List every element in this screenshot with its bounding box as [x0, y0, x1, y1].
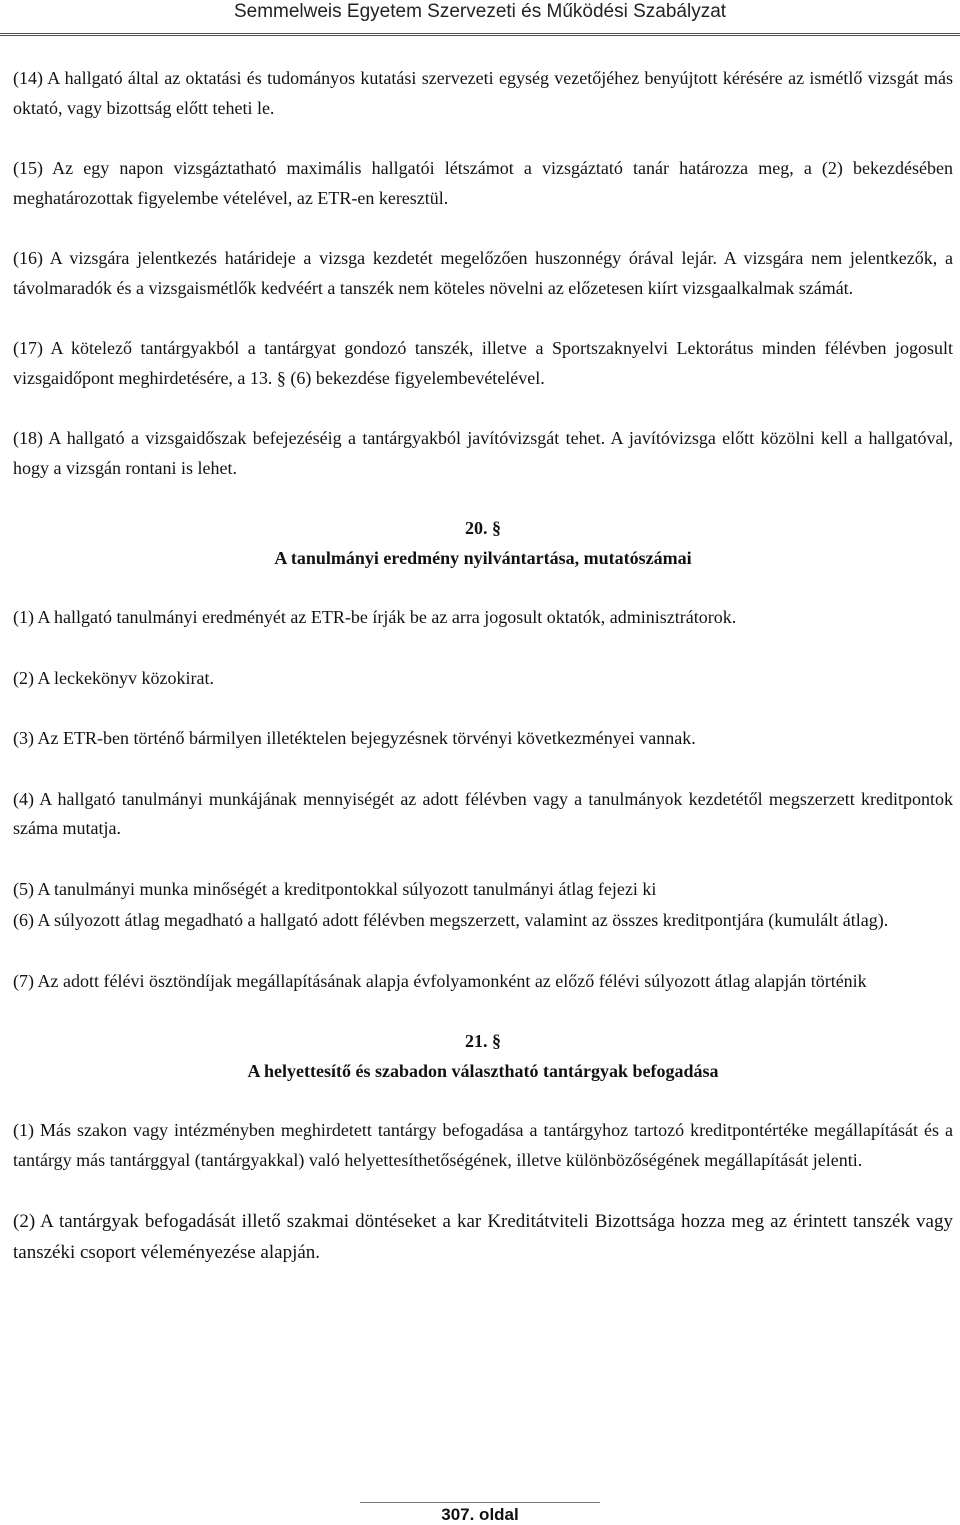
section-20-item-6: (6) A súlyozott átlag megadható a hallgató adott félévben megszerzett, valamint az összes kreditpontjára (kumulált átlag).	[13, 910, 889, 930]
paragraph-14: (14) A hallgató által az oktatási és tudományos kutatási szervezeti egység vezetőjéhez benyújtott kérésére az ismétlő vizsgát más oktató, vagy bizottság előtt teheti le.	[13, 68, 953, 118]
document-body	[13, 64, 953, 1268]
section-20-item-1: (1) A hallgató tanulmányi eredményét az ETR-be írják be az arra jogosult oktatók, adminisztrátorok.	[13, 607, 737, 627]
running-header: Semmelweis Egyetem Szervezeti és Működési Szabályzat	[233, 1, 727, 22]
section-20-item-2: (2) A leckekönyv közokirat.	[13, 667, 214, 688]
section-20-title: A tanulmányi eredmény nyilvántartása, mutatószámai	[274, 547, 692, 568]
footer-rule	[360, 1502, 600, 1503]
paragraph-16: (16) A vizsgára jelentkezés határideje a vizsga kezdetét megelőzően huszonnégy órával lejár. A vizsgára nem jelentkezők, a távolmaradók és a vizsgaismétlők kedvéért a tanszék nem köteles növelni az előzetesen kiírt vizsgaalkalmak számát.	[13, 248, 953, 298]
paragraph-18: (18) A hallgató a vizsgaidőszak befejezéséig a tantárgyakból javítóvizsgát tehet. A javítóvizsga előtt közölni kell a hallgatóval, hogy a vizsgán rontani is lehet.	[13, 428, 953, 478]
section-21-item-2: (2) A tantárgyak befogadását illető szakmai döntéseket a kar Kreditátviteli Bizottsága hozza meg az érintett tanszék vagy tanszéki csoport véleményezése alapján.	[13, 1211, 953, 1263]
page-number: 307. oldal	[441, 1505, 519, 1524]
section-20-item-4: (4) A hallgató tanulmányi munkájának mennyiségét az adott félévben vagy a tanulmányok kezdetétől megszerzett kreditpontok száma mutatja.	[13, 788, 953, 838]
section-20-item-5: (5) A tanulmányi munka minőségét a kreditpontokkal súlyozott tanulmányi átlag fejezi ki	[13, 878, 657, 899]
section-20-number: 20. §	[465, 518, 501, 538]
header-rule	[0, 33, 960, 36]
section-21-title: A helyettesítő és szabadon választható tantárgyak befogadása	[247, 1060, 719, 1081]
section-20-item-3: (3) Az ETR-ben történő bármilyen illetéktelen bejegyzésnek törvényi következményei vannak.	[13, 728, 696, 748]
section-21-item-1: (1) Más szakon vagy intézményben meghirdetett tantárgy befogadása a tantárgyhoz tartozó kreditpontértéke megállapítását és a tantárgy más tantárggyal (tantárgyakkal) való helyettesíthetőségének, illetve különbözőségének megállapítását jelenti.	[13, 1120, 953, 1170]
paragraph-15: (15) Az egy napon vizsgáztatható maximális hallgatói létszámot a vizsgáztató tanár határozza meg, a (2) bekezdésében meghatározottak figyelembe vételével, az ETR-en keresztül.	[13, 158, 953, 208]
paragraph-17: (17) A kötelező tantárgyakból a tantárgyat gondozó tanszék, illetve a Sportszaknyelvi Lektorátus minden félévben jogosult vizsgaidőpont meghirdetésére, a 13. § (6) bekezdése figyelembevételével.	[13, 338, 953, 388]
section-21-number: 21. §	[465, 1031, 501, 1051]
section-20-item-7: (7) Az adott félévi ösztöndíjak megállapításának alapja évfolyamonként az előző félévi súlyozott átlag alapján történik	[13, 970, 867, 991]
